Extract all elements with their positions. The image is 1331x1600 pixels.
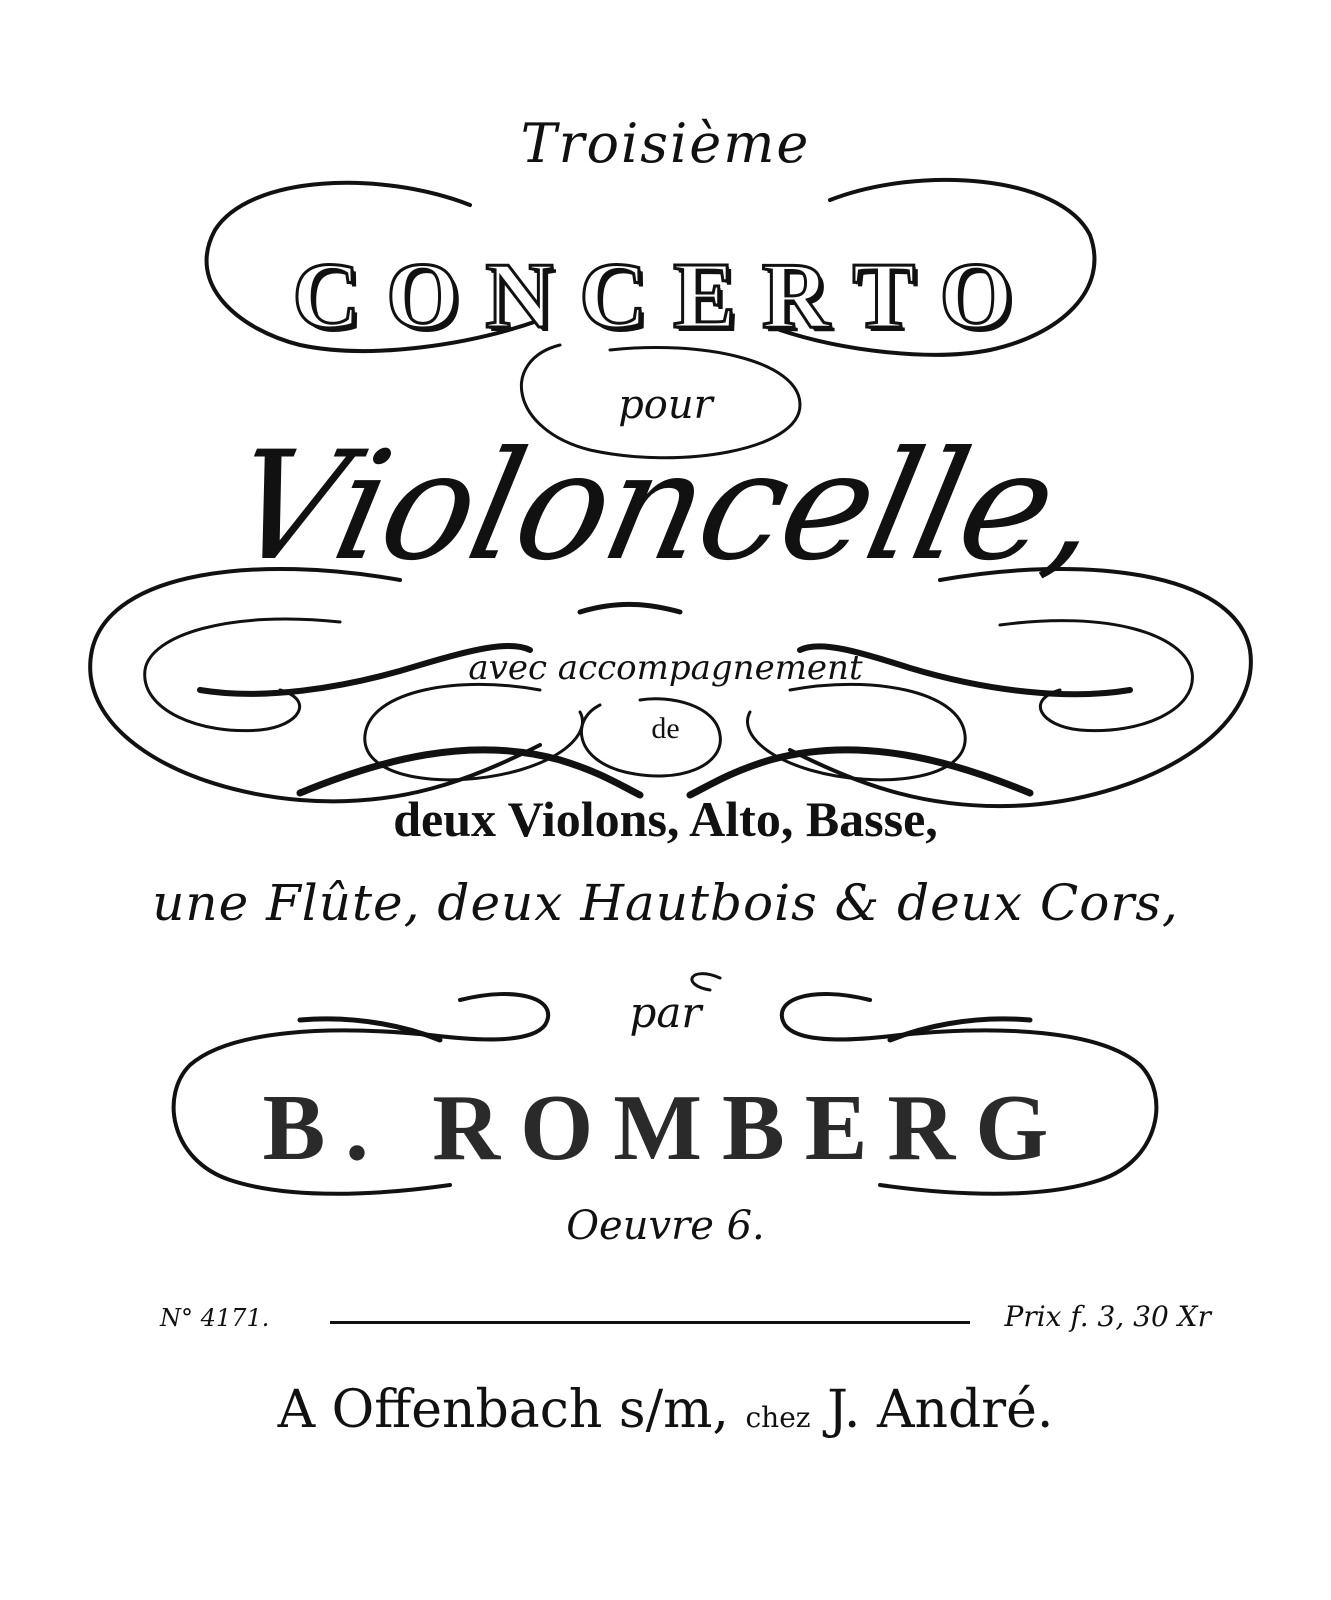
par-text: par [629, 988, 702, 1037]
publisher-name: J. André. [827, 1380, 1054, 1440]
instrumentation-line-1: deux Violons, Alto, Basse, [393, 791, 938, 847]
price: Prix f. 3, 30 Xr [1004, 1300, 1211, 1333]
accompaniment-text: avec accompagnement [468, 648, 863, 688]
pour-text: pour [618, 382, 713, 428]
composer-name: B. ROMBERG [262, 1076, 1069, 1180]
flourish-violoncelle-underline [580, 604, 680, 612]
instrumentation-line-2: une Flûte, deux Hautbois & deux Cors, [152, 874, 1179, 932]
flourish-lower-right-sweep [690, 750, 1030, 795]
opus-number: Oeuvre 6. [566, 1203, 765, 1249]
flourish-lower-left-sweep [300, 750, 640, 795]
publisher-imprint [0, 1380, 1331, 1440]
genre-title: CONCERTO [292, 244, 1039, 348]
publisher-chez: chez [745, 1401, 811, 1434]
ordinal-title: Troisième [520, 112, 811, 175]
instrument-title: Violoncelle, [216, 420, 1115, 594]
plate-number: N° 4171. [160, 1304, 270, 1332]
de-text: de [651, 712, 680, 745]
publisher-city: A Offenbach s/m, [277, 1380, 729, 1440]
horizontal-rule [330, 1321, 970, 1324]
